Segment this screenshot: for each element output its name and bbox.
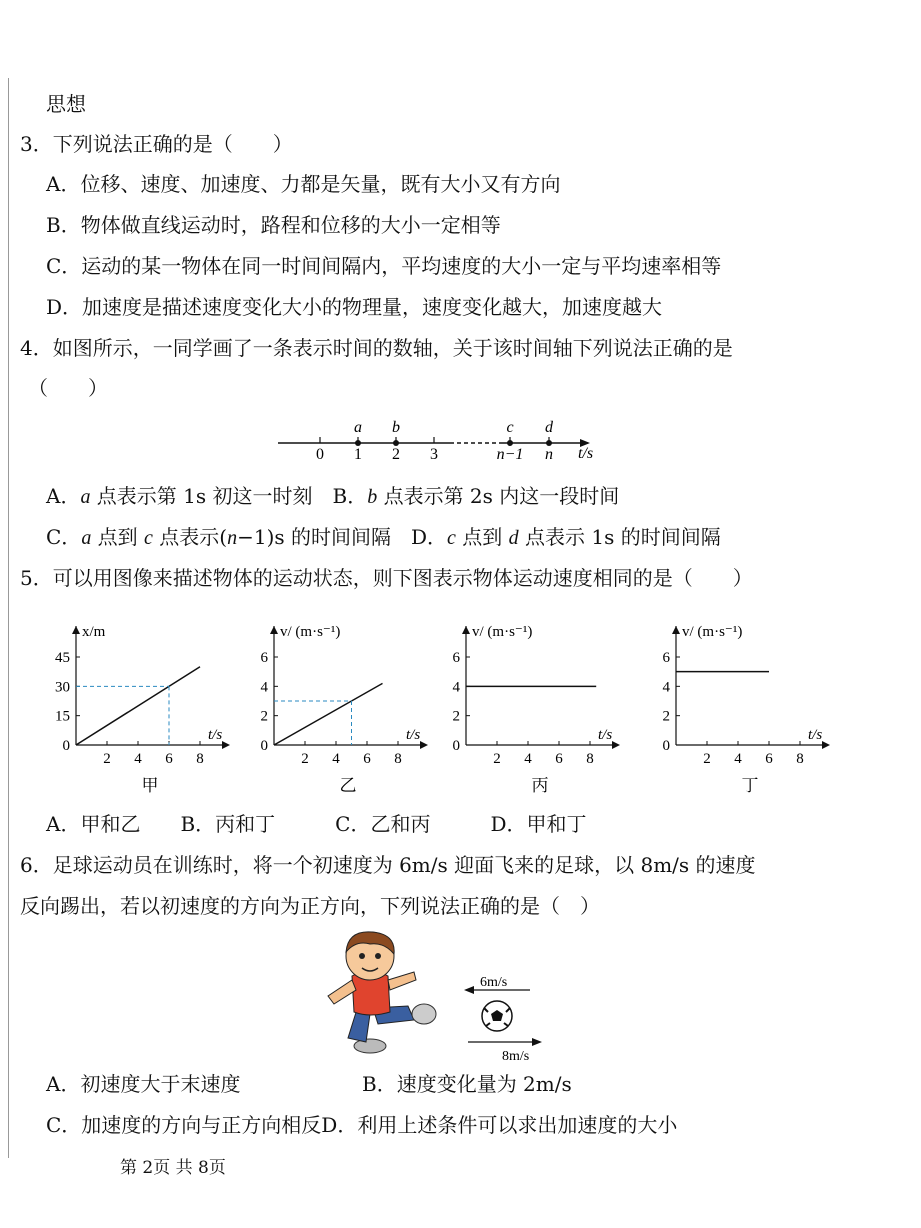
q6-stem-line2: 反向踢出，若以初速度的方向为正方向，下列说法正确的是（ ）	[20, 894, 600, 918]
x-tick-label: 4	[134, 751, 142, 767]
y-tick-label: 0	[662, 738, 670, 754]
q4-d-var1: c	[447, 527, 456, 549]
axis-point-label: d	[545, 419, 553, 436]
axis-point	[507, 440, 513, 446]
axis-tick-label: n−1	[496, 446, 524, 463]
series-line	[274, 683, 383, 745]
y-tick-label: 30	[55, 679, 70, 696]
axis-point-label: a	[354, 419, 362, 436]
x-axis-label: t/s	[808, 727, 823, 743]
y-axis-label: v/ (m·s⁻¹)	[472, 624, 533, 640]
q4-c-text: −1)s 的时间间隔	[237, 525, 391, 549]
axis-tick-label: 1	[354, 446, 362, 463]
axis-point	[355, 440, 361, 446]
x-tick-label: 6	[363, 751, 371, 767]
y-axis-label: v/ (m·s⁻¹)	[682, 624, 743, 640]
x-tick-label: 4	[734, 751, 742, 767]
axis-tick-label: n	[545, 446, 553, 463]
q4-d-prefix: D．	[411, 525, 448, 549]
y-tick-label: 6	[260, 650, 268, 666]
axis-point-label: b	[392, 419, 400, 436]
q4-stem: 4．如图所示，一同学画了一条表示时间的数轴，关于该时间轴下列说法正确的是	[20, 336, 733, 360]
q3-option-c: C．运动的某一物体在同一时间间隔内，平均速度的大小一定与平均速率相等	[46, 254, 722, 278]
q4-b-text: 点表示第 2s 内这一段时间	[377, 484, 620, 508]
y-tick-label: 2	[662, 708, 670, 725]
axis-tick-label: 2	[392, 446, 400, 463]
y-tick-label: 6	[452, 650, 460, 666]
x-axis-label: t/s	[406, 727, 421, 743]
x-tick-label: 6	[555, 751, 563, 767]
x-tick-label: 6	[765, 751, 773, 767]
y-tick-label: 4	[452, 679, 460, 696]
y-tick-label: 45	[55, 650, 70, 666]
prev-question-tail: 思想	[46, 92, 86, 116]
x-tick-label: 2	[301, 751, 309, 767]
q6-stem-line1: 6．足球运动员在训练时，将一个初速度为 6m/s 迎面飞来的足球，以 8m/s 的速度	[20, 853, 756, 877]
graph-3	[640, 612, 830, 802]
q4-b-var: b	[367, 486, 378, 508]
y-axis-label: v/ (m·s⁻¹)	[280, 624, 341, 640]
q4-d-text: 点表示 1s 的时间间隔	[518, 525, 721, 549]
x-axis-arrow	[612, 741, 620, 749]
x-tick-label: 8	[196, 751, 204, 767]
q3-option-a: A．位移、速度、加速度、力都是矢量，既有大小又有方向	[46, 172, 561, 196]
x-tick-label: 2	[703, 751, 711, 767]
y-tick-label: 0	[260, 738, 268, 754]
y-tick-label: 0	[452, 738, 460, 754]
x-tick-label: 2	[103, 751, 111, 767]
page-footer: 第 2页 共 8页	[120, 1158, 226, 1178]
graph-name-label: 丁	[741, 776, 759, 795]
q4-c-prefix: C．	[46, 525, 82, 549]
y-tick-label: 15	[55, 708, 70, 725]
x-tick-label: 4	[524, 751, 532, 767]
q4-c-mid2: 点表示(	[152, 525, 228, 549]
q4-c-var3: n	[227, 527, 238, 549]
y-tick-label: 6	[662, 650, 670, 666]
boy-kicking-ball-illustration	[318, 926, 438, 1056]
y-tick-label: 4	[662, 679, 670, 696]
x-axis-label: t/s	[208, 727, 223, 743]
y-tick-label: 0	[62, 738, 70, 754]
x-tick-label: 2	[493, 751, 501, 767]
x-axis-arrow	[222, 741, 230, 749]
q6-option-b: B．速度变化量为 2m/s	[362, 1072, 572, 1096]
axis-tick-label: 0	[316, 446, 324, 463]
q6-options-cd: C．加速度的方向与正方向相反D．利用上述条件可以求出加速度的大小	[46, 1113, 678, 1137]
axis-unit: t/s	[578, 445, 594, 462]
q4-c-mid: 点到	[91, 525, 145, 549]
x-axis-arrow	[822, 741, 830, 749]
q4-options-cd	[46, 525, 721, 550]
y-tick-label: 2	[260, 708, 268, 725]
x-axis-label: t/s	[598, 727, 613, 743]
axis-point-label: c	[506, 419, 514, 436]
q6-option-a: A．初速度大于末速度	[46, 1072, 241, 1096]
axis-point	[546, 440, 552, 446]
y-tick-label: 2	[452, 708, 460, 725]
q3-option-d: D．加速度是描述速度变化大小的物理量，速度变化越大，加速度越大	[46, 295, 663, 319]
q5-options: A．甲和乙 B．丙和丁 C．乙和丙 D．甲和丁	[46, 812, 587, 836]
q4-d-mid: 点到	[455, 525, 509, 549]
q5-stem: 5．可以用图像来描述物体的运动状态，则下图表示物体运动速度相同的是（ ）	[20, 566, 753, 590]
q3-stem: 3．下列说法正确的是（ ）	[20, 132, 293, 156]
graph-1	[238, 612, 428, 802]
q4-a-prefix: A．	[46, 484, 81, 508]
graph-name-label: 乙	[339, 776, 357, 795]
q4-c-var2: c	[144, 527, 153, 549]
axis-point	[393, 440, 399, 446]
graph-2	[430, 612, 620, 802]
q4-d-var2: d	[508, 527, 519, 549]
velocity-diagram	[460, 968, 550, 1064]
series-line	[76, 667, 200, 745]
y-axis-arrow	[270, 626, 278, 634]
q4-a-var: a	[80, 486, 91, 508]
x-tick-label: 4	[332, 751, 340, 767]
x-tick-label: 8	[394, 751, 402, 767]
graph-name-label: 丙	[531, 776, 549, 795]
q4-a-text: 点表示第 1s 初这一时刻	[90, 484, 313, 508]
margin-rule	[8, 78, 9, 1158]
graph-0	[40, 612, 230, 802]
x-tick-label: 6	[165, 751, 173, 767]
y-tick-label: 4	[260, 679, 268, 696]
q3-option-b: B．物体做直线运动时，路程和位移的大小一定相等	[46, 213, 501, 237]
y-axis-arrow	[672, 626, 680, 634]
axis-tick-label: 3	[430, 446, 438, 463]
x-axis-arrow	[420, 741, 428, 749]
graph-name-label: 甲	[141, 776, 159, 795]
x-tick-label: 8	[586, 751, 594, 767]
time-axis	[270, 410, 610, 470]
q4-options-ab	[46, 484, 619, 509]
y-axis-arrow	[72, 626, 80, 634]
arrow-label-6ms: 6m/s	[480, 975, 508, 990]
q4-c-var1: a	[81, 527, 92, 549]
y-axis-arrow	[462, 626, 470, 634]
arrow-label-8ms: 8m/s	[502, 1049, 530, 1064]
q4-b-prefix: B．	[332, 484, 368, 508]
y-axis-label: x/m	[82, 624, 106, 640]
q4-stem-paren: （ ）	[28, 376, 108, 400]
x-tick-label: 8	[796, 751, 804, 767]
